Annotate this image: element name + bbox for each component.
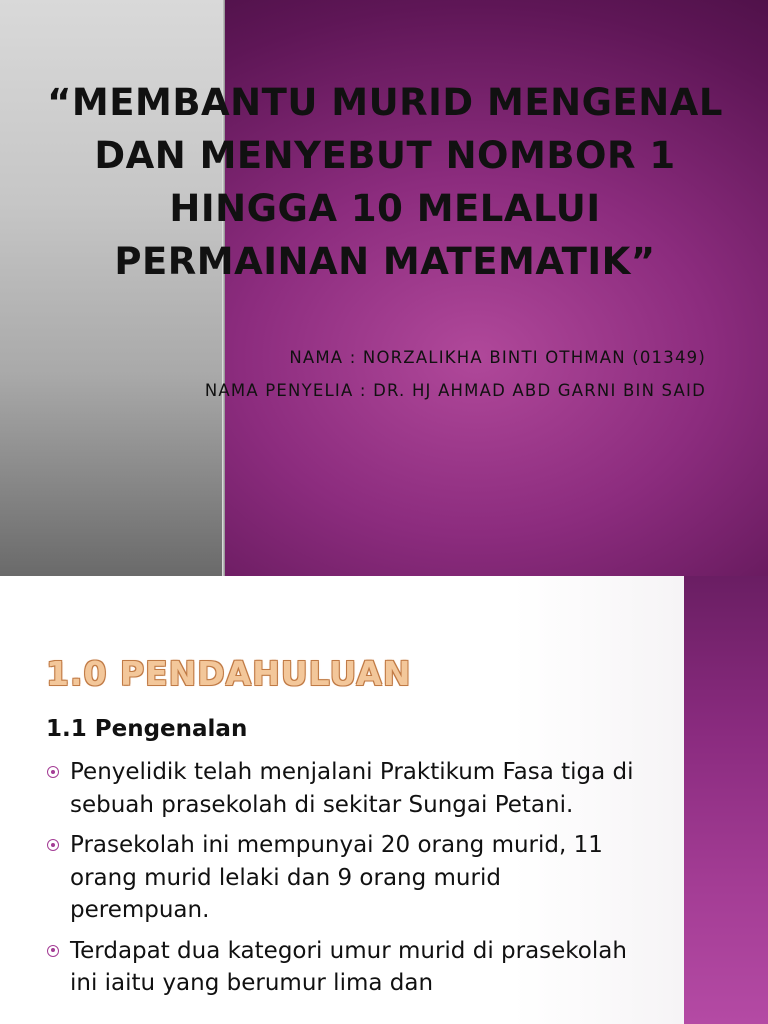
list-item — [46, 935, 646, 1000]
author-info — [106, 341, 706, 407]
circle-dot-bullet-icon — [47, 945, 59, 957]
bullet-text: Prasekolah ini mempunyai 20 orang murid, 11 orang murid lelaki dan 9 orang murid perempuan. — [70, 832, 603, 923]
list-item — [46, 829, 646, 927]
circle-dot-bullet-icon — [47, 766, 59, 778]
content-slide — [0, 576, 768, 1024]
section-heading: 1.0 PENDAHULUAN — [46, 654, 412, 693]
subsection-heading: 1.1 Pengenalan — [46, 716, 248, 742]
list-item — [46, 756, 646, 821]
bullet-text: Terdapat dua kategori umur murid di prasekolah ini iaitu yang berumur lima dan — [70, 937, 627, 996]
purple-side-strip — [684, 576, 768, 1024]
bullet-list — [46, 756, 646, 1008]
student-name: NAMA : NORZALIKHA BINTI OTHMAN (01349) — [289, 348, 706, 367]
supervisor-name: NAMA PENYELIA : DR. HJ AHMAD ABD GARNI BIN SAID — [204, 381, 706, 400]
bullet-text: Penyelidik telah menjalani Praktikum Fasa tiga di sebuah prasekolah di sekitar Sungai Petani. — [70, 759, 634, 818]
circle-dot-bullet-icon — [47, 839, 59, 851]
slide-title: “MEMBANTU MURID MENGENAL DAN MENYEBUT NOMBOR 1 HINGGA 10 MELALUI PERMAINAN MATEMATIK” — [47, 81, 723, 283]
